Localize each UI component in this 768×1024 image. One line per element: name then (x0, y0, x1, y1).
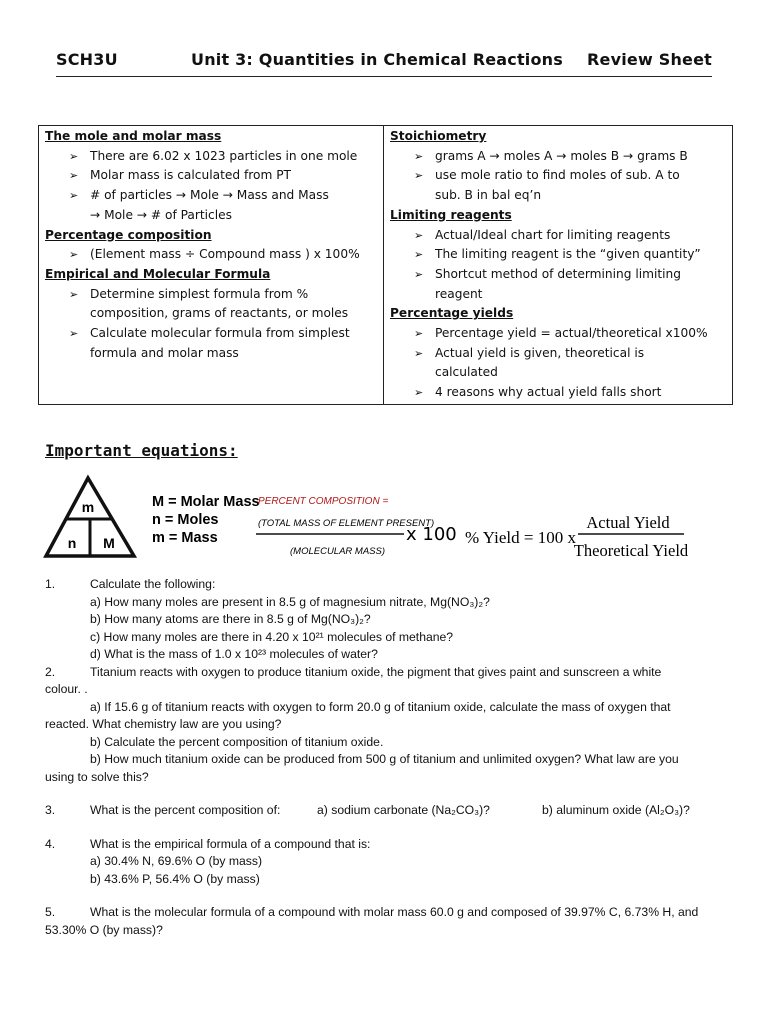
question-number: 5. (45, 905, 56, 919)
section-title: The mole and molar mass (45, 129, 222, 143)
bullet-continuation: composition, grams of reactants, or moles (90, 306, 349, 321)
question-1c: c) How many moles are there in 4.20 x 10²¹ molecules of methane? (90, 629, 454, 644)
section-title: Percentage composition (45, 227, 212, 242)
arrow-bullet-icon: ➢ (69, 189, 79, 203)
bullet-item: ➢ Molar mass is calculated from PT (45, 166, 377, 186)
bullet-continuation: calculated (435, 365, 498, 380)
section-title: Stoichiometry (390, 129, 487, 143)
triangle-M: M (103, 535, 115, 551)
arrow-bullet-icon: ➢ (69, 248, 79, 262)
bullet-item: ➢ (Element mass ÷ Compound mass ) x 100% (45, 245, 377, 265)
section-title: Empirical and Molecular Formula (45, 266, 271, 281)
percent-composition-denominator: (MOLECULAR MASS) (290, 546, 386, 557)
question-3: 3. What is the percent composition of: a) sodium carbonate (Na₂CO₃)? b) aluminum oxide (Al₂O₃)? (45, 802, 725, 820)
percent-composition-label: PERCENT COMPOSITION = (258, 496, 389, 507)
arrow-bullet-icon: ➢ (414, 327, 424, 341)
question-4: 4. What is the empirical formula of a compound that is: (45, 836, 725, 854)
questions-section (45, 576, 725, 939)
bullet-continuation: → Mole → # of Particles (90, 207, 232, 222)
question-2b: b) Calculate the percent composition of titanium oxide. (90, 734, 384, 749)
bullet-continuation: reagent (435, 286, 483, 301)
question-1d: d) What is the mass of 1.0 x 10²³ molecules of water? (90, 647, 378, 661)
yield-lhs: % Yield = 100 x (465, 528, 576, 547)
legend-moles: n = Moles (152, 512, 219, 528)
unit-title: Unit 3: Quantities in Chemical Reactions (191, 50, 563, 69)
question-3a: a) sodium carbonate (Na₂CO₃)? (317, 803, 490, 817)
mole-triangle-icon (46, 478, 134, 556)
arrow-bullet-icon: ➢ (414, 149, 424, 163)
question-4b: b) 43.6% P, 56.4% O (by mass) (90, 871, 260, 886)
arrow-bullet-icon: ➢ (69, 287, 79, 301)
percent-composition-numerator: (TOTAL MASS OF ELEMENT PRESENT) (258, 518, 435, 529)
question-number: 4. (45, 836, 56, 851)
legend-molar-mass: M = Molar Mass (152, 494, 260, 510)
triangle-n: n (67, 535, 77, 551)
question-2c-continued: using to solve this? (45, 769, 149, 784)
question-number: 1. (45, 577, 56, 591)
question-2-continued: colour. . (45, 682, 88, 696)
triangle-m: m (81, 499, 95, 515)
arrow-bullet-icon: ➢ (69, 149, 79, 163)
bullet-item: ➢ Calculate molecular formula from simplest (45, 324, 377, 344)
legend-mass: m = Mass (152, 530, 218, 546)
arrow-bullet-icon: ➢ (69, 327, 79, 341)
arrow-bullet-icon: ➢ (414, 228, 424, 242)
bullet-item: ➢ Actual/Ideal chart for limiting reagents (390, 226, 726, 246)
topics-right-column (384, 126, 732, 404)
bullet-item: ➢ Determine simplest formula from % (45, 285, 377, 305)
question-5-continued: 53.30% O (by mass)? (45, 922, 163, 937)
bullet-item: ➢ 4 reasons why actual yield falls short (390, 383, 726, 403)
question-4a: a) 30.4% N, 69.6% O (by mass) (90, 854, 263, 868)
question-2a: a) If 15.6 g of titanium reacts with oxygen to form 20.0 g of titanium oxide, calculate the mass of oxygen that (90, 699, 671, 714)
question-2: 2. Titanium reacts with oxygen to produce titanium oxide, the pigment that gives paint and sunscreen a white (45, 664, 725, 682)
topics-left-column (39, 126, 384, 404)
question-5: 5. What is the molecular formula of a compound with molar mass 60.0 g and composed of 39.97% C, 6.73% H, and (45, 904, 725, 922)
bullet-item: ➢ use mole ratio to find moles of sub. A to (390, 166, 726, 186)
yield-denominator: Theoretical Yield (573, 541, 689, 560)
question-number: 2. (45, 664, 56, 679)
bullet-item: ➢ # of particles → Mole → Mass and Mass (45, 186, 377, 206)
bullet-continuation: formula and molar mass (90, 345, 239, 360)
bullet-item: ➢ Actual yield is given, theoretical is (390, 344, 726, 364)
question-number: 3. (45, 803, 56, 817)
bullet-item: ➢ Shortcut method of determining limiting (390, 265, 726, 285)
question-1a: a) How many moles are present in 8.5 g of magnesium nitrate, Mg(NO₃)₂? (90, 594, 490, 609)
page-header (56, 50, 712, 77)
course-code: SCH3U (56, 50, 118, 69)
document-type: Review Sheet (587, 50, 712, 69)
yield-numerator: Actual Yield (586, 513, 670, 532)
question-1: 1. Calculate the following: (45, 576, 725, 594)
arrow-bullet-icon: ➢ (414, 386, 424, 400)
arrow-bullet-icon: ➢ (414, 267, 424, 281)
arrow-bullet-icon: ➢ (414, 346, 424, 360)
arrow-bullet-icon: ➢ (414, 248, 424, 262)
topics-table (38, 125, 733, 405)
important-equations-title: Important equations: (45, 441, 238, 460)
section-title: Percentage yields (390, 306, 514, 321)
equations-figure (40, 474, 730, 566)
bullet-item: ➢ Percentage yield = actual/theoretical x100% (390, 324, 726, 344)
question-2a-continued: reacted. What chemistry law are you using? (45, 717, 282, 731)
bullet-item: ➢ There are 6.02 x 1023 particles in one mole (45, 147, 377, 167)
bullet-item: ➢ The limiting reagent is the “given quantity” (390, 245, 726, 265)
percent-composition-multiplier: x 100 (406, 524, 457, 545)
bullet-item: ➢ grams A → moles A → moles B → grams B (390, 147, 726, 167)
arrow-bullet-icon: ➢ (69, 169, 79, 183)
question-3b: b) aluminum oxide (Al₂O₃)? (542, 803, 690, 817)
question-2c: b) How much titanium oxide can be produced from 500 g of titanium and unlimited oxygen? What law are you (90, 752, 679, 766)
section-title: Limiting reagents (390, 207, 512, 222)
question-1b: b) How many atoms are there in 8.5 g of Mg(NO₃)₂? (90, 612, 371, 626)
arrow-bullet-icon: ➢ (414, 169, 424, 183)
bullet-continuation: sub. B in bal eq’n (435, 188, 542, 203)
